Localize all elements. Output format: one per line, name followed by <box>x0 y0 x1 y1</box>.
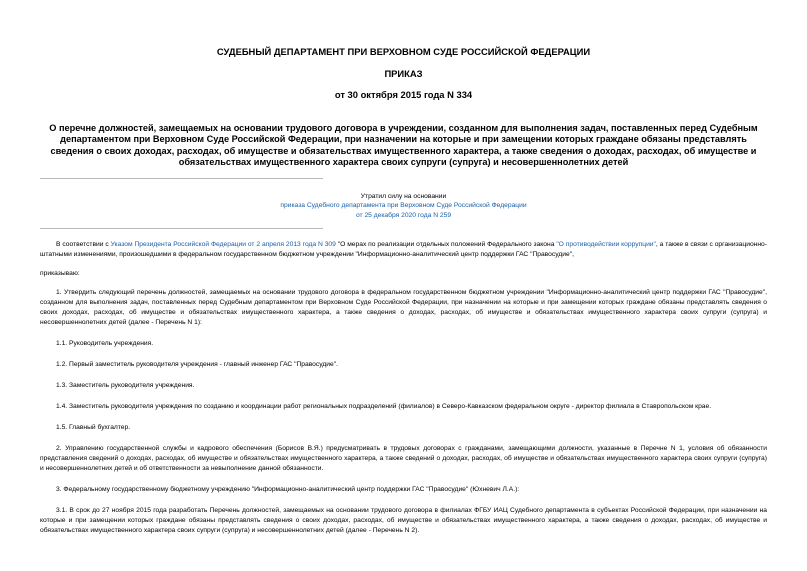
status-note-label: Утратил силу на основании <box>360 193 447 200</box>
paragraph-2: 2. Управлению государственной службы и кадрового обеспечения (Борисов В.Я.) предусматривать в трудовых договорах с гражданами, замещающими должности, указанные в Перечне N 1, условия об обязанности представления сведений о доходах, расходах, об имуществе и обязательствах имущественного характера, а также сведений о доходах, расходах, об имуществе и обязательствах имущественного характера своих супруги (супруга) и несовершеннолетних детей и об ответственности за невыполнение данной обязанности. <box>40 445 767 472</box>
divider-bottom <box>40 228 323 229</box>
paragraph-3: 3. Федеральному государственному бюджетному учреждению "Информационно-аналитический центр поддержки ГАС "Правосудие" (Юхневич Л.А.): <box>56 486 520 493</box>
paragraph-1-4: 1.4. Заместитель руководителя учреждения по созданию и координации работ региональных подразделений (филиалов) в Северо-Кавказском федеральном округе - директор филиала в Ставропольском крае. <box>56 403 712 410</box>
doc-subject: О перечне должностей, замещаемых на основании трудового договора в учреждении, созданном для выполнения задач, поставленных перед Судебным департаментом при Верховном Суде Российской Федерации, при назначении на которые и при замещении которых граждане обязаны представлять сведения о своих доходах, расходах, об имуществе и обязательствах имущественного характера, а также сведения о доходах, расходах, об имуществе и обязательствах имущественного характера своих супруги (супруга) и несовершеннолетних детей <box>49 123 758 168</box>
doc-type: ПРИКАЗ <box>384 68 423 79</box>
orders-label: приказываю: <box>40 270 80 277</box>
document-body <box>40 240 767 536</box>
presidential-decree-link[interactable]: Указом Президента Российской Федерации от 2 апреля 2013 года N 309 <box>110 241 336 248</box>
paragraph-3-1: 3.1. В срок до 27 ноября 2015 года разработать Перечень должностей, замещаемых на основании трудового договора в филиалах ФГБУ ИАЦ Судебного департамента в субъектах Российской Федерации, при назначении на которые и при замещении которых граждане обязаны представлять сведения о своих доходах, расходах, об имуществе и обязательствах имущественного характера, а также сведения о доходах, расходах, об имуществе и обязательствах имущественного характера своих супруги (супруга) и несовершеннолетних детей (далее - Перечень N 2). <box>40 507 767 534</box>
paragraph-1: 1. Утвердить следующий перечень должностей, замещаемых на основании трудового договора в федеральном государственном бюджетном учреждении "Информационно-аналитический центр поддержки ГАС "Правосудие", созданном для выполнения задач, поставленных перед Судебным департаментом при Верховном Суде Российской Федерации, при назначении на которые и при замещении которых граждане обязаны представлять сведения о своих доходах, расходах, об имуществе и обязательствах имущественного характера, а также сведения о доходах, расходах, об имуществе и обязательствах имущественного характера своих супруги (супруга) и несовершеннолетних детей (далее - Перечень N 1): <box>40 289 767 326</box>
status-note-date-link[interactable]: от 25 декабря 2020 года N 259 <box>355 212 452 219</box>
paragraph-1-2: 1.2. Первый заместитель руководителя учреждения - главный инженер ГАС "Правосудие". <box>56 361 338 368</box>
preamble-paragraph: В соответствии с Указом Президента Российской Федерации от 2 апреля 2013 года N 309 "О мерах по реализации отдельных положений Федерального закона "О противодействии коррупции", а также в связи с организационно-штатными изменениями, произошедшими в федеральном государственном бюджетном учреждении "Информационно-аналитический центр поддержки ГАС "Правосудие", <box>40 241 767 258</box>
paragraph-1-3: 1.3. Заместитель руководителя учреждения. <box>56 382 195 389</box>
status-note-link[interactable]: приказа Судебного департамента при Верховном Суде Российской Федерации <box>280 202 527 209</box>
paragraph-1-1: 1.1. Руководитель учреждения. <box>56 340 154 347</box>
org-title: СУДЕБНЫЙ ДЕПАРТАМЕНТ ПРИ ВЕРХОВНОМ СУДЕ РОССИЙСКОЙ ФЕДЕРАЦИИ <box>216 46 591 57</box>
doc-date-number: от 30 октября 2015 года N 334 <box>334 89 473 100</box>
paragraph-1-5: 1.5. Главный бухгалтер. <box>56 424 131 431</box>
anticorruption-law-link[interactable]: "О противодействии коррупции" <box>556 241 656 248</box>
divider-top <box>40 178 323 179</box>
